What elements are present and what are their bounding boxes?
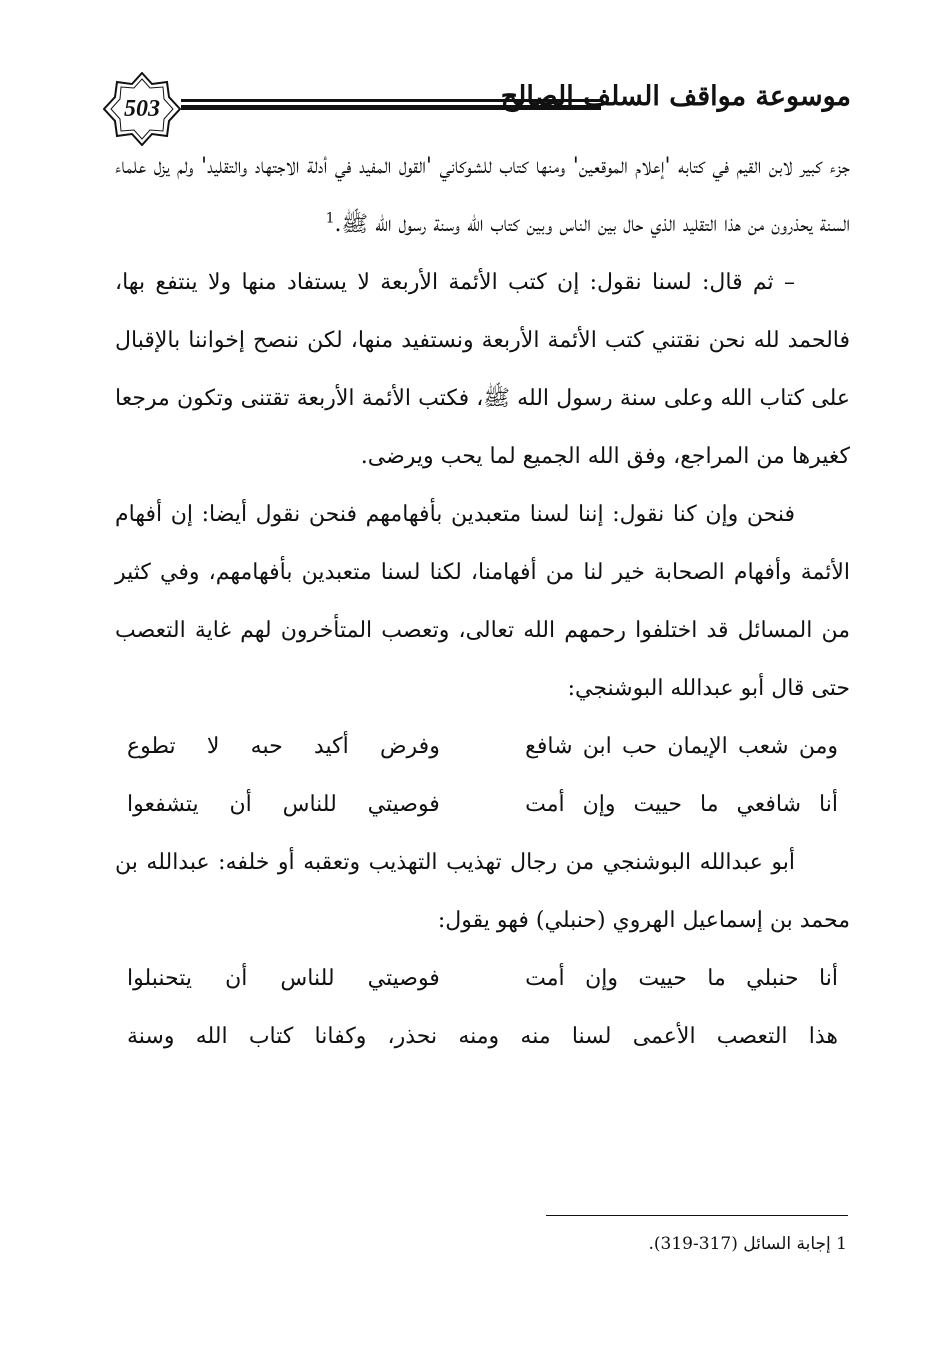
page-header — [0, 0, 939, 140]
footnote-text: إجابة السائل (317-319). — [648, 1234, 831, 1254]
paragraph-2: – ثم قال: لسنا نقول: إن كتب الأئمة الأربعة لا يستفاد منها ولا ينتفع بها، فالحمد لله نحن نقتني كتب الأئمة الأربعة ونستفيد منها، لكن ننصح إخواننا بالإقبال على كتاب الله وعلى سنة رسول الله ﷺ، فكتب الأئمة الأربعة تقتنى وتكون مرجعا كغيرها من المراجع، وفق الله الجميع لما يحب ويرضى. — [115, 270, 850, 469]
paragraph-1-text: جزء كبير لابن القيم في كتابه 'إعلام الموقعين' ومنها كتاب للشوكاني 'القول المفيد في أدلة الاجتهاد والتقليد' ولم يزل علماء السنة يحذرون من هذا التقليد الذي حال بين الناس وبين كتاب الله وسنة رسول الله ﷺ. — [115, 154, 850, 237]
page-number-badge — [103, 72, 181, 146]
verse-line — [115, 1008, 850, 1066]
footnote-number: 1 — [836, 1234, 847, 1254]
verse-hemistich-right: ومن شعب الإيمان حب ابن شافع — [525, 734, 838, 759]
verse-line — [115, 950, 850, 1008]
verse-hemistich-right: أنا حنبلي ما حييت وإن أمت — [525, 966, 838, 991]
paragraph-1 — [115, 138, 850, 254]
poem-harawi — [115, 950, 850, 1066]
footnote — [447, 1230, 847, 1258]
verse-hemistich-left: وفرض أكيد حبه لا تطوع — [127, 734, 440, 759]
footnote-divider — [546, 1215, 848, 1216]
paragraph-4: أبو عبدالله البوشنجي من رجال تهذيب التهذيب وتعقبه أو خلفه: عبدالله بن محمد بن إسماعيل الهروي (حنبلي) فهو يقول: — [115, 850, 850, 933]
footnote-reference: 1 — [325, 210, 335, 227]
poem-bushanji — [115, 718, 850, 834]
page-number: 503 — [124, 95, 160, 122]
book-title: موسوعة مواقف السلف الصالح — [500, 81, 851, 112]
verse-hemistich-right: أنا شافعي ما حييت وإن أمت — [525, 792, 838, 817]
verse-hemistich-left: فوصيتي للناس أن يتشفعوا — [127, 792, 440, 817]
verse-line — [115, 718, 850, 776]
verse-hemistich-right: هذا التعصب الأعمى لسنا منه ومنه نحذر، وكفانا كتاب الله وسنة — [127, 1024, 838, 1049]
verse-hemistich-left: فوصيتي للناس أن يتحنبلوا — [127, 966, 440, 991]
paragraph-3: فنحن وإن كنا نقول: إننا لسنا متعبدين بأفهامهم فنحن نقول أيضا: إن أفهام الأئمة وأفهام الصحابة خير لنا من أفهامنا، لكنا لسنا متعبدين بأفهامهم، وفي كثير من المسائل قد اختلفوا رحمهم الله تعالى، وتعصب المتأخرون لهم غاية التعصب حتى قال أبو عبدالله البوشنجي: — [115, 502, 850, 701]
verse-line — [115, 776, 850, 834]
main-text — [115, 138, 850, 1066]
